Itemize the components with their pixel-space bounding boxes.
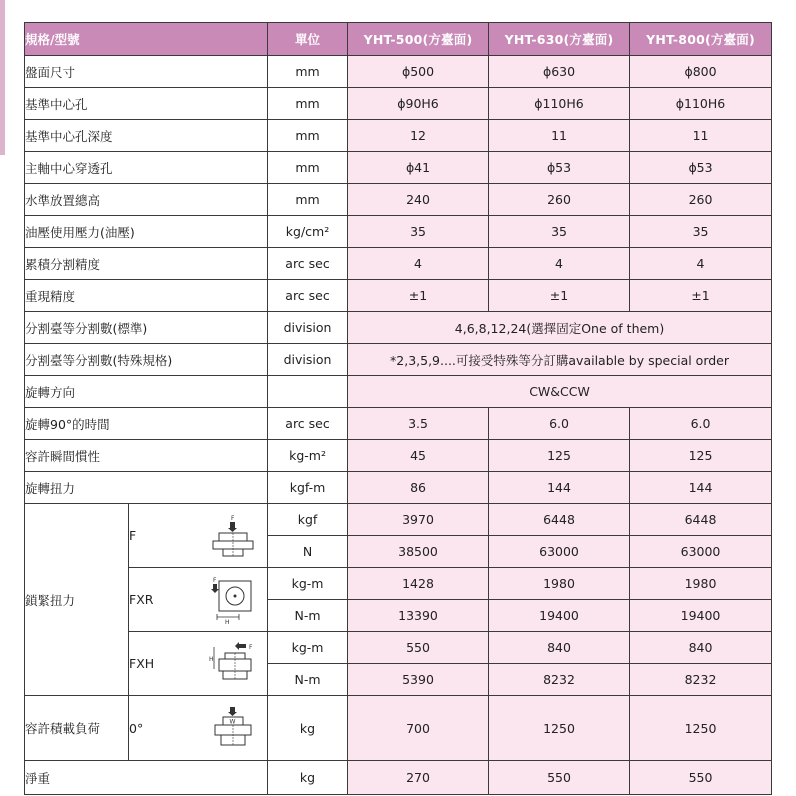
table-row <box>25 184 772 216</box>
value-cell: 1428 <box>348 568 489 600</box>
value-cell: 35 <box>348 216 489 248</box>
value-cell: 35 <box>489 216 630 248</box>
row-unit: mm <box>268 152 348 184</box>
diagram-force-letter: F <box>249 643 253 651</box>
value-cell: 270 <box>348 761 489 795</box>
value-cell: 550 <box>348 632 489 664</box>
clamp-group-name: FXR <box>129 592 154 607</box>
row-unit: kgf <box>268 504 348 536</box>
value-cell: 6448 <box>489 504 630 536</box>
diagram-force-letter: F <box>231 514 235 522</box>
value-cell: 125 <box>630 440 772 472</box>
table-row <box>25 248 772 280</box>
row-unit: mm <box>268 120 348 152</box>
row-label: 油壓使用壓力(油壓) <box>25 216 268 248</box>
value-cell: 4 <box>630 248 772 280</box>
value-cell: 125 <box>489 440 630 472</box>
value-cell: ϕ630 <box>489 56 630 88</box>
diagram-force-letter: F <box>213 576 217 584</box>
axial-force-diagram-icon <box>209 513 257 559</box>
row-label: 重現精度 <box>25 280 268 312</box>
table-row <box>25 472 772 504</box>
table-row <box>25 88 772 120</box>
value-cell: ϕ800 <box>630 56 772 88</box>
value-cell: ϕ90H6 <box>348 88 489 120</box>
value-cell: ϕ53 <box>630 152 772 184</box>
value-cell: 35 <box>630 216 772 248</box>
spec-table <box>24 22 772 795</box>
value-cell: 63000 <box>630 536 772 568</box>
value-cell: 6.0 <box>630 408 772 440</box>
value-cell: 11 <box>630 120 772 152</box>
value-cell: 6.0 <box>489 408 630 440</box>
row-label: 基準中心孔深度 <box>25 120 268 152</box>
header-unit: 單位 <box>268 23 348 56</box>
value-cell: ±1 <box>348 280 489 312</box>
table-row <box>25 312 772 344</box>
value-cell: 13390 <box>348 600 489 632</box>
value-cell: 19400 <box>489 600 630 632</box>
row-unit: mm <box>268 184 348 216</box>
row-unit: N <box>268 536 348 568</box>
value-cell: 86 <box>348 472 489 504</box>
header-model-800: YHT-800(方臺面) <box>630 23 772 56</box>
value-cell: 3970 <box>348 504 489 536</box>
value-cell: 38500 <box>348 536 489 568</box>
value-cell: 144 <box>630 472 772 504</box>
value-cell: 45 <box>348 440 489 472</box>
table-row <box>25 120 772 152</box>
row-unit: kg <box>268 761 348 795</box>
table-row <box>25 440 772 472</box>
row-label: 旋轉90°的時間 <box>25 408 268 440</box>
value-cell: ±1 <box>630 280 772 312</box>
row-unit: mm <box>268 88 348 120</box>
row-label: 主軸中心穿透孔 <box>25 152 268 184</box>
clamp-group-fxh <box>129 632 268 696</box>
row-unit: kg-m² <box>268 440 348 472</box>
row-unit <box>268 376 348 408</box>
row-label: 旋轉方向 <box>25 376 268 408</box>
value-cell: 4 <box>348 248 489 280</box>
value-cell: ϕ41 <box>348 152 489 184</box>
diagram-load-letter: W <box>229 718 236 726</box>
value-cell: ϕ110H6 <box>489 88 630 120</box>
value-cell: 19400 <box>630 600 772 632</box>
header-label: 規格/型號 <box>25 23 268 56</box>
row-label: 淨重 <box>25 761 268 795</box>
row-unit: division <box>268 312 348 344</box>
row-unit: arc sec <box>268 248 348 280</box>
value-cell: ϕ500 <box>348 56 489 88</box>
value-cell: 1980 <box>630 568 772 600</box>
value-cell: 1250 <box>489 696 630 761</box>
diagram-dimension-letter: H <box>209 655 214 663</box>
row-label: 分割臺等分割數(標準) <box>25 312 268 344</box>
value-cell: 550 <box>630 761 772 795</box>
table-row <box>25 504 772 536</box>
tangential-moment-diagram-icon <box>209 639 257 689</box>
value-cell: 63000 <box>489 536 630 568</box>
value-cell: 1980 <box>489 568 630 600</box>
value-cell: 550 <box>489 761 630 795</box>
row-unit: kg/cm² <box>268 216 348 248</box>
table-row <box>25 632 772 664</box>
row-unit: kgf-m <box>268 472 348 504</box>
value-cell: 5390 <box>348 664 489 696</box>
header-row <box>25 23 772 56</box>
table-row <box>25 408 772 440</box>
row-label: 容許瞬間慣性 <box>25 440 268 472</box>
table-row <box>25 152 772 184</box>
row-label: 旋轉扭力 <box>25 472 268 504</box>
value-cell: 260 <box>630 184 772 216</box>
row-label: 基準中心孔 <box>25 88 268 120</box>
row-unit: N-m <box>268 600 348 632</box>
value-cell: 4,6,8,12,24(選擇固定One of them) <box>348 312 772 344</box>
row-unit: kg-m <box>268 632 348 664</box>
row-unit: kg <box>268 696 348 761</box>
value-cell: 260 <box>489 184 630 216</box>
value-cell: ±1 <box>489 280 630 312</box>
row-label: 容許積載負荷 <box>25 696 129 761</box>
value-cell: 700 <box>348 696 489 761</box>
value-cell: 6448 <box>630 504 772 536</box>
row-unit: arc sec <box>268 280 348 312</box>
load-diagram-icon <box>209 705 257 751</box>
diagram-dimension-letter: H <box>225 618 230 625</box>
row-unit: mm <box>268 56 348 88</box>
value-cell: 144 <box>489 472 630 504</box>
clamp-group-name: F <box>129 528 137 543</box>
row-label: 水準放置總高 <box>25 184 268 216</box>
row-unit: N-m <box>268 664 348 696</box>
left-accent-bar <box>0 0 5 155</box>
row-label: 累積分割精度 <box>25 248 268 280</box>
header-model-500: YHT-500(方臺面) <box>348 23 489 56</box>
table-row <box>25 280 772 312</box>
header-model-630: YHT-630(方臺面) <box>489 23 630 56</box>
value-cell: 1250 <box>630 696 772 761</box>
table-row <box>25 376 772 408</box>
value-cell: 840 <box>630 632 772 664</box>
table-row <box>25 761 772 795</box>
table-row <box>25 344 772 376</box>
value-cell: 8232 <box>489 664 630 696</box>
row-label: 盤面尺寸 <box>25 56 268 88</box>
value-cell: 8232 <box>630 664 772 696</box>
clamp-group-f <box>129 504 268 568</box>
table-row <box>25 568 772 600</box>
value-cell: 240 <box>348 184 489 216</box>
clamp-label: 鎖緊扭力 <box>25 504 129 696</box>
row-unit: division <box>268 344 348 376</box>
row-label: 分割臺等分割數(特殊規格) <box>25 344 268 376</box>
row-unit: kg-m <box>268 568 348 600</box>
row-unit: arc sec <box>268 408 348 440</box>
table-row <box>25 56 772 88</box>
value-cell: *2,3,5,9....可接受特殊等分訂購available by special order <box>348 344 772 376</box>
value-cell: ϕ110H6 <box>630 88 772 120</box>
clamp-group-fxr <box>129 568 268 632</box>
value-cell: 4 <box>489 248 630 280</box>
table-row <box>25 696 772 761</box>
table-row <box>25 216 772 248</box>
value-cell: 840 <box>489 632 630 664</box>
value-cell: 12 <box>348 120 489 152</box>
value-cell: ϕ53 <box>489 152 630 184</box>
radial-moment-diagram-icon <box>209 575 257 625</box>
value-cell: CW&CCW <box>348 376 772 408</box>
clamp-group-name: FXH <box>129 656 155 671</box>
value-cell: 11 <box>489 120 630 152</box>
load-angle: 0° <box>129 720 144 736</box>
value-cell: 3.5 <box>348 408 489 440</box>
load-sub <box>129 696 268 761</box>
